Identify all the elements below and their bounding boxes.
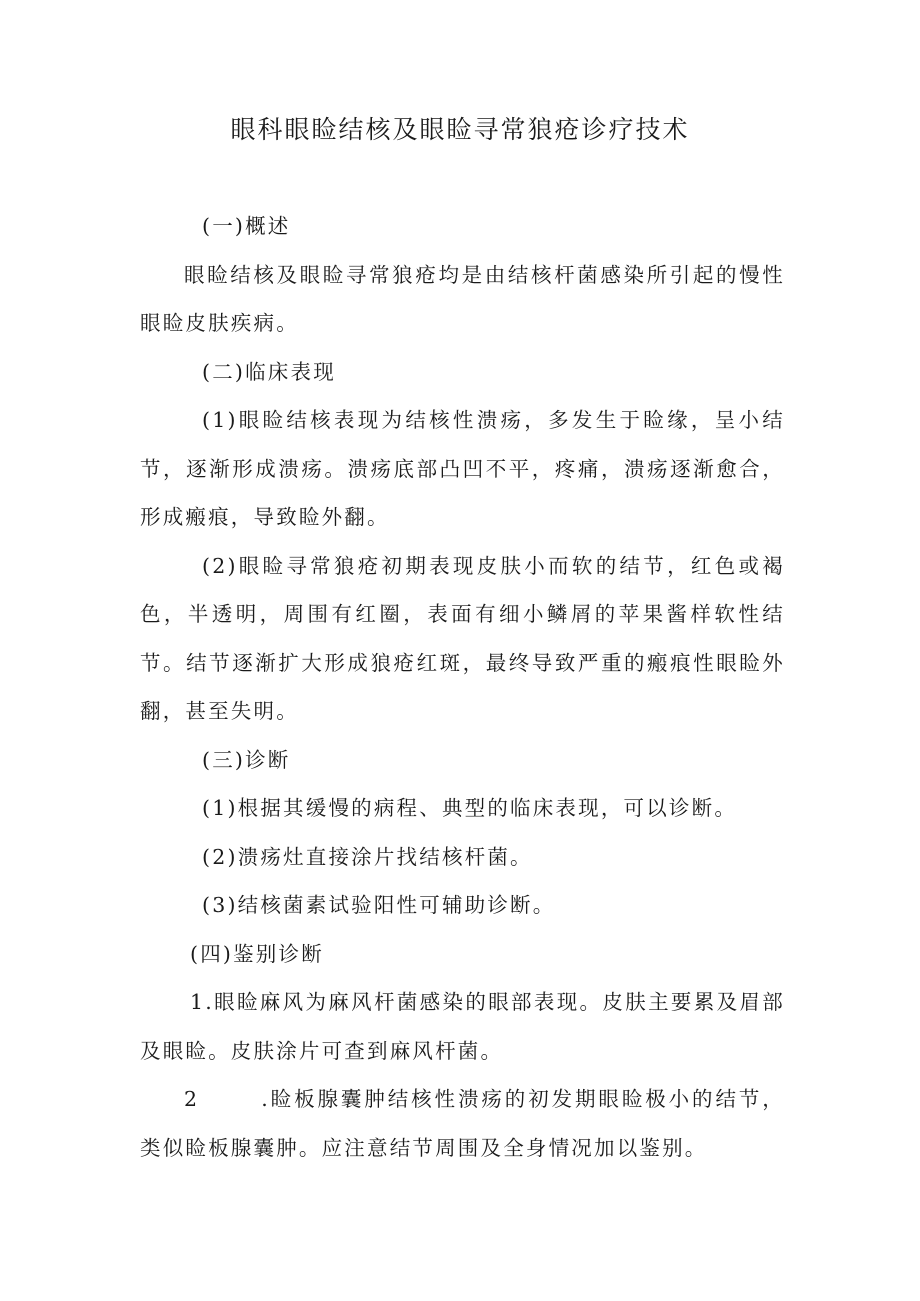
section-heading-overview: (一)概述: [202, 214, 291, 238]
section-heading-differential: (四)鉴别诊断: [190, 941, 324, 966]
section-heading-clinical: (二)临床表现: [202, 359, 336, 384]
paragraph-differential-2: [140, 1075, 785, 1172]
paragraph-number: 2: [184, 1087, 200, 1111]
paragraph-differential-2-text: .睑板腺囊肿结核性溃疡的初发期眼睑极小的结节，类似睑板腺囊肿。应注意结节周围及全身情况加以鉴别。: [140, 1087, 785, 1160]
paragraph-diagnosis-1: (1)根据其缓慢的病程、典型的临床表现，可以诊断。: [202, 796, 738, 820]
paragraph-clinical-1: (1)眼睑结核表现为结核性溃疡，多发生于睑缘，呈小结节，逐渐形成溃疡。溃疡底部凸凹不平，疼痛，溃疡逐渐愈合，形成瘢痕，导致睑外翻。: [140, 408, 785, 529]
paragraph-overview: 眼睑结核及眼睑寻常狼疮均是由结核杆菌感染所引起的慢性眼睑皮肤疾病。: [140, 262, 785, 335]
paragraph-clinical-2: (2)眼睑寻常狼疮初期表现皮肤小而软的结节，红色或褐色，半透明，周围有红圈，表面有细小鳞屑的苹果酱样软性结节。结节逐渐扩大形成狼疮红斑，最终导致严重的瘢痕性眼睑外翻，甚至失明。: [140, 553, 785, 723]
section-heading-diagnosis: (三)诊断: [202, 747, 291, 772]
paragraph-diagnosis-3: (3)结核菌素试验阳性可辅助诊断。: [202, 893, 556, 917]
paragraph-differential-1: 1.眼睑麻风为麻风杆菌感染的眼部表现。皮肤主要累及眉部及眼睑。皮肤涂片可查到麻风杆菌。: [140, 990, 785, 1063]
document-title: 眼科眼睑结核及眼睑寻常狼疮诊疗技术: [230, 115, 690, 144]
document-body: [140, 202, 785, 1172]
paragraph-diagnosis-2: (2)溃疡灶直接涂片找结核杆菌。: [202, 844, 533, 869]
